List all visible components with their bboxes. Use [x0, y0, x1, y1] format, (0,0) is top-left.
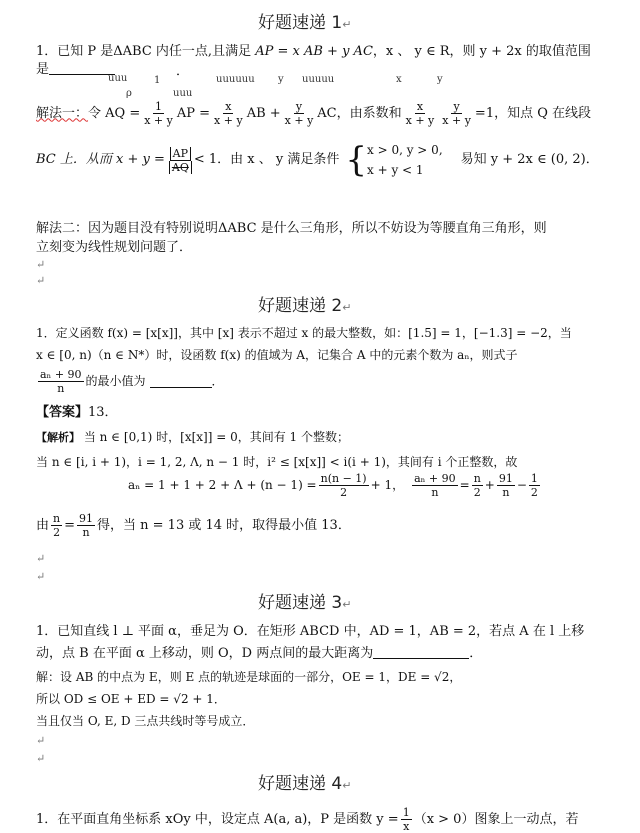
paragraph-mark: ↵ — [36, 570, 46, 583]
s1-ghost-x: x — [396, 74, 402, 85]
frac-denominator: x + y — [284, 114, 314, 127]
s1-sol1-text-e: =1，知点 Q 在线段 — [474, 105, 592, 121]
s1-ghost-one: 1 — [154, 75, 161, 86]
s2-question-line2: x ∈ [0, n)（n ∈ N*）时，设函数 f(x) 的值域为 A，记集合 A 中的元素个数为 aₙ，则式子 — [36, 348, 518, 362]
frac-denominator: x + y — [214, 114, 243, 127]
s2-1-over-2 — [529, 472, 540, 499]
frac-numerator: 1 — [402, 806, 410, 819]
s2-analysis-text-e-a: 由 — [36, 517, 50, 533]
s1-fraction-4 — [404, 100, 437, 127]
frac-numerator: 1 — [530, 472, 538, 485]
s2-analysis-line3 — [128, 472, 542, 499]
s1-sol1-text-c: AB + — [246, 105, 281, 121]
section-4-title-text: 好题速递 4 — [258, 774, 343, 794]
s2-analysis-text-c2: + 1， — [370, 478, 405, 492]
s2-analysis-line4 — [36, 512, 351, 539]
s2-analysis-label: 【解析】 — [36, 431, 80, 444]
s1-condition-system — [367, 140, 443, 180]
s2-ratio-fraction — [412, 472, 458, 499]
s1-fraction-5 — [440, 100, 473, 127]
s2-q-text-c: 的最小值为 — [85, 374, 146, 388]
frac-numerator: n — [473, 472, 481, 485]
left-brace-icon: { — [345, 140, 367, 180]
s1-ghost-vector-2: uuu — [173, 88, 193, 99]
paragraph-mark: ↵ — [342, 779, 352, 792]
s2-analysis-text-c: aₙ = 1 + 1 + 2 + Λ + (n − 1) = — [128, 478, 317, 492]
s3-solution-line3: 当且仅当 O, E, D 三点共线时等号成立． — [36, 714, 255, 728]
section-3-title — [258, 588, 351, 613]
frac-numerator: n — [53, 512, 61, 525]
s2-analysis-line1 — [36, 430, 349, 445]
s1-question-line1 — [36, 44, 591, 60]
s1-q-vector-eq: AP = x AB + y AC — [255, 44, 373, 59]
s4-q-text-a: 1．在平面直角坐标系 xOy 中，设定点 A(a, a)，P 是函数 y = — [36, 811, 399, 827]
s3-solution-line2: 所以 OD ≤ OE + ED = √2 + 1． — [36, 692, 226, 706]
section-3-title-text: 好题速递 3 — [258, 593, 343, 613]
frac-numerator: n(n − 1) — [320, 472, 367, 485]
s1-solution2-line2: 立刻变为线性规划问题了． — [36, 240, 193, 255]
frac-denominator: n — [431, 486, 439, 499]
s1-solution1-line2 — [36, 140, 599, 180]
s1-ghost-rho: ρ — [126, 88, 132, 99]
s1-q-text-a: 1．已知 P 是ΔABC 内任一点,且满足 — [36, 44, 252, 59]
frac-numerator: aₙ + 90 — [414, 472, 456, 485]
s1-ghost-vector-4: uuuuu — [302, 74, 335, 85]
s1-ghost-y2: y — [437, 74, 443, 85]
section-2-title-text: 好题速递 2 — [258, 296, 343, 316]
paragraph-mark: ↵ — [36, 258, 46, 271]
s1-abs-ratio — [169, 147, 192, 174]
frac-denominator: x + y — [442, 114, 471, 127]
frac-denominator: x + y — [144, 114, 173, 127]
s1-sol1-text-b: AP = — [176, 105, 211, 121]
abs-numerator: AP — [170, 147, 191, 161]
frac-numerator: 91 — [79, 512, 94, 525]
section-4-title — [258, 769, 351, 794]
s2-q-fraction — [38, 368, 84, 395]
frac-denominator: 2 — [530, 486, 538, 499]
s1-answer-blank[interactable] — [49, 62, 115, 75]
s1-solution1-line1 — [36, 100, 591, 127]
s2-an-fraction — [319, 472, 369, 499]
minus-sign: − — [516, 478, 527, 492]
s1-ghost-y: y — [278, 74, 284, 85]
s2-analysis-line2: 当 n ∈ [i, i + 1)，i = 1, 2, Λ, n − 1 时，i² ≤ [x[x]] < i(i + 1)，其间有 i 个正整数，故 — [36, 455, 518, 469]
s2-answer-line — [36, 405, 118, 421]
frac-numerator: x — [225, 100, 232, 113]
s4-question-line1 — [36, 806, 578, 833]
paragraph-mark: ↵ — [342, 598, 352, 611]
s3-solution-line1: 解：设 AB 的中点为 E，则 E 点的轨迹是球面的一部分，OE = 1，DE = √2， — [36, 670, 462, 684]
abs-denominator: AQ — [169, 161, 192, 174]
s2-answer-value: 13． — [88, 405, 118, 420]
s1-q-text-d: 是 — [36, 62, 50, 77]
paragraph-mark: ↵ — [342, 301, 352, 314]
s3-q-text-b: 动，点 B 在平面 α 上移动，则 O，D 两点间的最大距离为 — [36, 646, 374, 661]
s1-solution1-label: 解法一： — [36, 105, 89, 121]
s1-fraction-3 — [283, 100, 316, 127]
s1-sol1-text-g: < 1．由 x 、 y 满足条件 — [193, 152, 340, 167]
frac-numerator: y — [453, 100, 460, 113]
frac-denominator: n — [82, 526, 90, 539]
s1-ghost-vector-1: uuu — [108, 73, 128, 84]
frac-denominator: 2 — [53, 526, 61, 539]
s1-sol1-text-d: AC，由系数和 — [317, 105, 402, 121]
paragraph-mark: ↵ — [36, 274, 46, 287]
s1-ghost-vector-3: uuuuuu — [216, 74, 255, 85]
section-1-title — [258, 8, 351, 33]
plus-sign: + — [484, 478, 495, 492]
s2-question-line1: 1．定义函数 f(x) = [x[x]]，其中 [x] 表示不超过 x 的最大整数，如：[1.5] = 1，[−1.3] = −2，当 — [36, 326, 572, 340]
paragraph-mark: ↵ — [36, 752, 46, 765]
s1-condition-2: x + y < 1 — [367, 163, 424, 177]
s2-question-line3 — [36, 368, 224, 395]
section-2-title — [258, 291, 351, 316]
frac-denominator: 2 — [340, 486, 348, 499]
paragraph-mark: ↵ — [36, 734, 46, 747]
equals-sign: = — [64, 517, 76, 533]
paragraph-mark: ↵ — [36, 552, 46, 565]
frac-numerator: 1 — [155, 100, 163, 113]
s3-q-period: ． — [469, 646, 483, 661]
frac-numerator: aₙ + 90 — [40, 368, 82, 381]
s3-question-line2 — [36, 646, 482, 662]
s2-analysis-text-e-b: 得，当 n = 13 或 14 时，取得最小值 13． — [97, 517, 351, 533]
frac-numerator: y — [295, 100, 303, 113]
s2-91-over-n — [497, 472, 515, 499]
s2-answer-label: 【答案】 — [36, 405, 89, 420]
frac-denominator: n — [502, 486, 510, 499]
s2-answer-blank[interactable] — [150, 375, 212, 388]
s2-n-over-2 — [472, 472, 483, 499]
frac-numerator: 91 — [498, 472, 513, 485]
s1-fraction-2 — [212, 100, 245, 127]
frac-denominator: x — [403, 820, 410, 833]
s3-answer-blank[interactable] — [373, 646, 469, 659]
s2-e-fraction-1 — [51, 512, 62, 539]
s2-e-fraction-2 — [77, 512, 95, 539]
s2-q-period: ． — [211, 374, 224, 388]
s4-q-fraction — [401, 806, 412, 833]
s1-question-line2 — [36, 62, 115, 78]
s1-fraction-1 — [142, 100, 175, 127]
s4-q-text-b: （x > 0）图象上一动点，若 — [413, 811, 579, 827]
paragraph-mark: ↵ — [342, 18, 352, 31]
section-1-title-text: 好题速递 1 — [258, 13, 343, 33]
frac-denominator: 2 — [473, 486, 481, 499]
s1-q-text-c: ，x 、 y ∈ R，则 y + 2x 的取值范围 — [372, 44, 591, 59]
s3-question-line1: 1．已知直线 l ⊥ 平面 α，垂足为 O．在矩形 ABCD 中，AD = 1，AB = 2，若点 A 在 l 上移 — [36, 624, 585, 639]
frac-numerator: x — [416, 100, 424, 113]
s1-condition-1: x > 0, y > 0, — [367, 143, 443, 157]
equals-sign: = — [459, 478, 470, 492]
s1-q-period: ． — [176, 64, 190, 79]
s1-sol1-text-f: BC 上．从而 x + y = — [36, 152, 165, 167]
frac-denominator: n — [57, 382, 65, 395]
frac-denominator: x + y — [405, 114, 435, 127]
s2-analysis-text-a: 当 n ∈ [0,1) 时，[x[x]] = 0，其间有 1 个整数； — [83, 430, 349, 444]
s1-sol1-text-h: 易知 y + 2x ∈ (0, 2)． — [460, 152, 599, 167]
s1-sol1-text-a: 令 AQ = — [88, 105, 141, 121]
s1-solution2-line1: 解法二：因为题目没有特别说明ΔABC 是什么三角形，所以不妨设为等腰直角三角形，则 — [36, 221, 547, 236]
